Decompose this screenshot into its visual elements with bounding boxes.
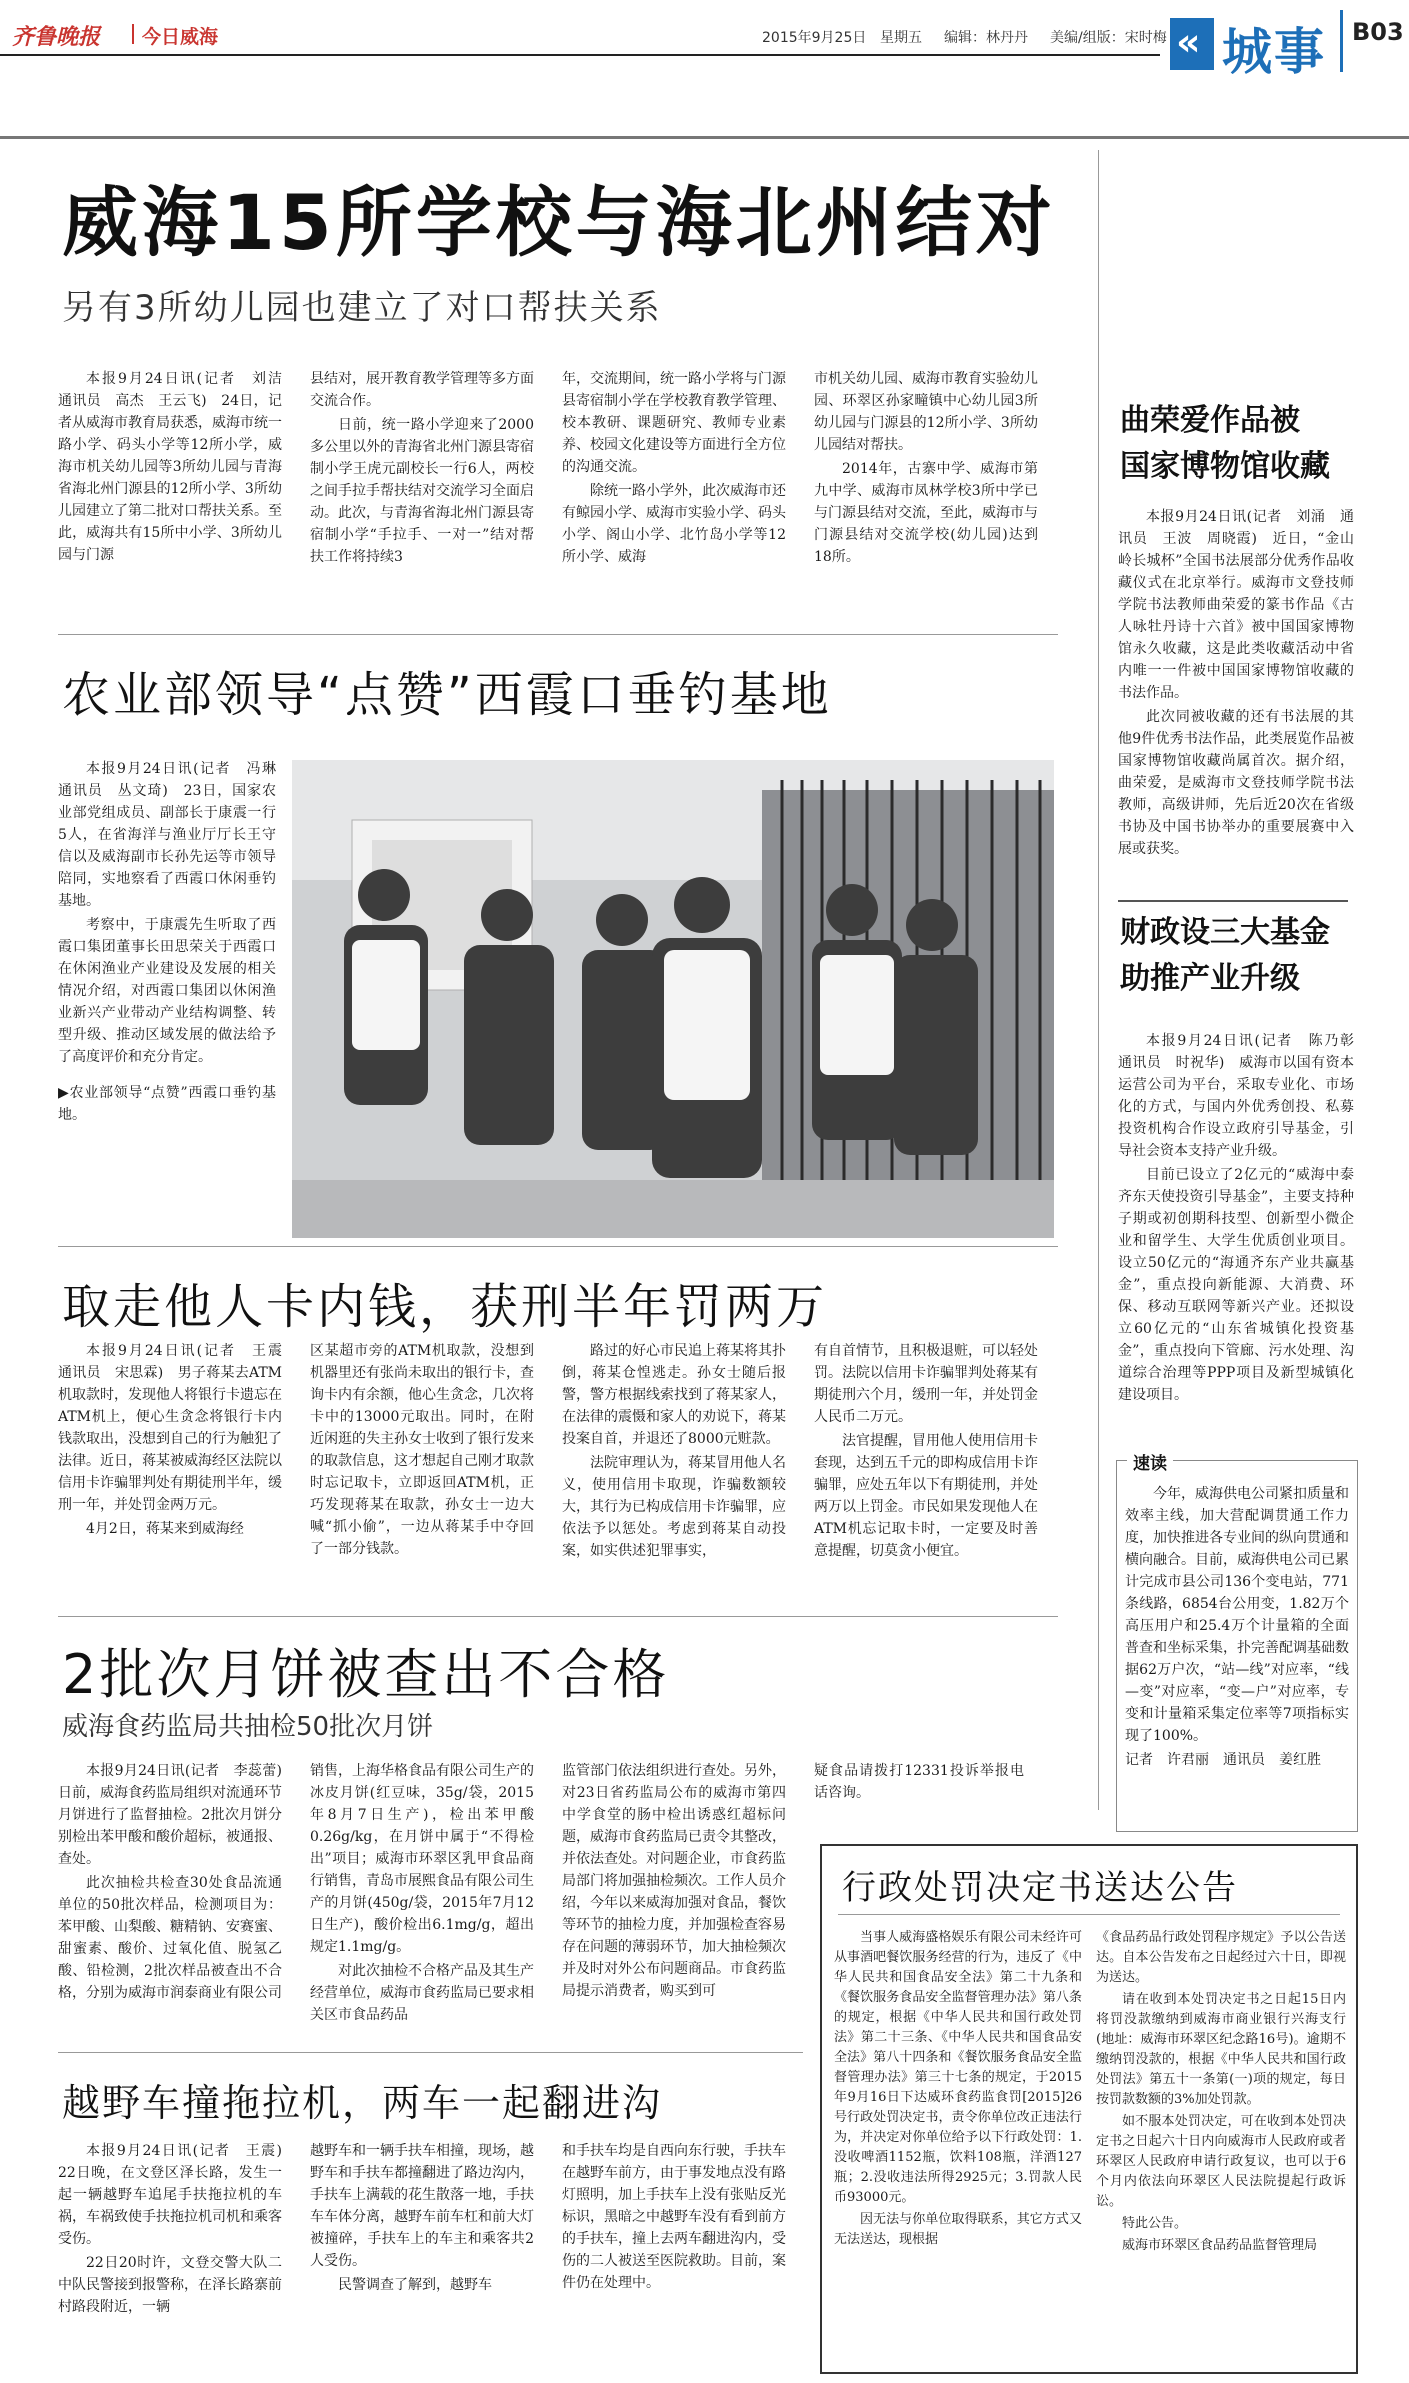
paragraph: 请在收到本处罚决定书之日起15日内将罚没款缴纳到威海市商业银行兴海支行(地址：威海市环翠区纪念路16号)。逾期不缴纳罚没款的，根据《中华人民共和国行政处罚法》第五十一条第(一)项的规定，每日按罚款数额的3%加处罚款。 [1096,1992,1346,2107]
paragraph: 本报9月24日讯(记者 刘涌 通讯员 王波 周晓霞) 近日，“金山岭长城杯”全国书法展部分优秀作品收藏仪式在北京举行。威海市文登技师学院书法教师曲荣爱的篆书作品《古人咏牡丹诗十六首》被中国国家博物馆永久收藏，这是此类收藏活动中省内唯一一件被中国国家博物馆收藏的书法作品。 [1118,509,1354,701]
paragraph: 和手扶车均是自西向东行驶，手扶车在越野车前方，由于事发地点没有路灯照明，加上手扶车上没有张贴反光标识，黑暗之中越野车没有看到前方的手扶车，撞上去两车翻进沟内，受伤的二人被送至医院救助。目前，案件仍在处理中。 [562,2143,786,2291]
paragraph: 因无法与你单位取得联系，其它方式又无法送达，现根据 [834,2212,1082,2247]
article4-subhead: 威海食药监局共抽检50批次月饼 [62,1712,434,1742]
article1-col3 [562,368,786,570]
section-arrow-icon: « [1170,18,1214,70]
logo-separator [132,24,134,44]
masthead [0,0,1409,140]
article5-headline: 越野车撞拖拉机，两车一起翻进沟 [62,2081,663,2125]
article1-col1 [58,368,296,568]
section-name: 城事 [1222,23,1326,81]
right1-title [1120,398,1330,490]
notice-col1 [834,1928,1082,2252]
issue-weekday: 星期五 [880,30,922,46]
article4-col2 [310,1760,534,2028]
header-bottom-rule [0,136,1409,139]
article5-col2 [310,2140,534,2298]
article5-col3 [562,2140,786,2296]
masthead-rule [0,54,1160,56]
brief-byline: 记者 许君丽 通讯员 姜红胜 [1125,1752,1321,1768]
right1-title-line: 曲荣爱作品被 [1120,403,1300,438]
paragraph: 市机关幼儿园、威海市教育实验幼儿园、环翠区孙家疃镇中心幼儿园3所幼儿园与门源县的12所小学、3所幼儿园结对帮扶。 [814,371,1038,453]
article3-col2 [310,1340,534,1562]
divider [58,634,1058,635]
paragraph: 法院审理认为，蒋某冒用他人名义，使用信用卡取现，诈骗数额较大，其行为已构成信用卡诈骗罪，应依法予以惩处。考虑到蒋某自动投案，如实供述犯罪事实， [562,1455,786,1559]
photo-caption: ▶农业部领导“点赞”西霞口垂钓基地。 [58,1085,276,1123]
paragraph: 本报9月24日讯(记者 刘洁 通讯员 高杰 王云飞) 24日，记者从威海市教育局获悉，威海市统一路小学、码头小学等12所小学，威海市机关幼儿园等3所幼儿园与青海省海北州门源县的12所小学、3所幼儿园建立了第二批对口帮扶关系。至此，威海共有15所中小学、3所幼儿园与门源 [58,371,296,563]
brief-box [1116,1454,1358,1832]
section-divider [1340,10,1343,72]
article4-col3 [562,1760,786,2004]
right-rule [1118,900,1348,902]
article5-col1 [58,2140,296,2320]
paragraph: 有自首情节，且积极退赃，可以轻处罚。法院以信用卡诈骗罪判处蒋某有期徒刑六个月，缓刑一年，并处罚金人民币二万元。 [814,1343,1038,1425]
news-photo [292,760,1054,1238]
notice-signature: 威海市环翠区食品药品监督管理局 [1122,2238,1318,2253]
paragraph: 除统一路小学外，此次威海市还有鲸园小学、威海市实验小学、码头小学、阁山小学、北竹岛小学等12所小学、威海 [562,483,786,565]
paragraph: 当事人威海盛格娱乐有限公司未经许可从事酒吧餐饮服务经营的行为，违反了《中华人民共和国食品安全法》第二十九条和《餐饮服务食品安全监督管理办法》第八条的规定，根据《中华人民共和国行政处罚法》第二十三条、《中华人民共和国食品安全法》第八十四条和《餐饮服务食品安全监督管理办法》第三十七条的规定，于2015年9月16日下达威环食药监食罚[2015]26号行政处罚决定书，责令你单位改正违法行为，并决定对你单位给予以下行政处罚：1.没收啤酒1152瓶，饮料108瓶，洋酒127瓶；2.没收违法所得2925元；3.罚款人民币93000元。 [834,1930,1082,2205]
paragraph: 疑食品请拨打12331投诉举报电话咨询。 [814,1763,1024,1801]
paragraph: 区某超市旁的ATM机取款，没想到机器里还有张尚未取出的银行卡，查询卡内有余额，他心生贪念，几次将卡中的13000元取出。同时，在附近闲逛的失主孙女士收到了银行发来的取款信息，这才想起自己刚才取款时忘记取卡，立即返回ATM机，正巧发现蒋某在取款，孙女士一边大喊“抓小偷”，一边从蒋某手中夺回了一部分钱款。 [310,1343,534,1557]
paragraph: 本报9月24日讯(记者 王震) 22日晚，在文登区泽长路，发生一起一辆越野车追尾手扶拖拉机的车祸，车祸致使手扶拖拉机司机和乘客受伤。 [58,2143,296,2247]
paragraph: 路过的好心市民追上蒋某将其扑倒，蒋某仓惶逃走。孙女士随后报警，警方根据线索找到了蒋某家人，在法律的震慑和家人的劝说下，蒋某投案自首，并退还了8000元赃款。 [562,1343,786,1447]
paragraph: 年，交流期间，统一路小学将与门源县寄宿制小学在学校教育教学管理、校本教研、课题研究、教师专业素养、校园文化建设等方面进行全方位的沟通交流。 [562,371,786,475]
paragraph: 日前，统一路小学迎来了2000多公里以外的青海省北州门源县寄宿制小学王虎元副校长一行6人，两校之间手拉手帮扶结对交流学习全面启动。此次，与青海省海北州门源县寄宿制小学“手拉手、一对一”结对帮扶工作将持续3 [310,417,534,565]
notice-title: 行政处罚决定书送达公告 [842,1868,1238,1908]
brief-label: 速读 [1127,1449,1173,1474]
right1-text [1118,506,1354,862]
public-notice-box [820,1844,1358,2374]
issue-date: 2015年9月25日 [762,30,867,46]
paragraph: 县结对，展开教育教学管理等多方面交流合作。 [310,371,534,409]
paragraph: 特此公告。 [1122,2216,1188,2231]
right2-title-line: 助推产业升级 [1120,961,1300,996]
editor-credit: 编辑：林丹丹 [944,30,1028,46]
paragraph: 考察中，于康震先生听取了西霞口集团董事长田思荣关于西霞口在休闲渔业产业建设及发展的相关情况介绍，对西霞口集团以休闲渔业新兴产业带动产业结构调整、转型升级、推动区域发展的做法给予了高度评价和充分肯定。 [58,917,276,1065]
article1-subhead: 另有3所幼儿园也建立了对口帮扶关系 [62,288,662,328]
article1-col2 [310,368,534,570]
divider [58,1246,1058,1247]
right2-title [1120,910,1330,1002]
edition-name: 今日威海 [142,26,219,48]
design-credit: 美编/组版：宋时梅 [1050,30,1167,46]
paragraph: 本报9月24日讯(记者 陈乃彰 通讯员 时祝华) 威海市以国有资本运营公司为平台，采取专业化、市场化的方式，与国内外优秀创投、私募投资机构合作设立政府引导基金，引导社会资本支持产业升级。 [1118,1033,1368,1159]
article1-headline: 威海15所学校与海北州结对 [62,178,1056,267]
paragraph: 本报9月24日讯(记者 李蕊蕾) 日前，威海食药监局组织对流通环节月饼进行了监督抽检。2批次月饼分别检出苯甲酸和酸价超标，被通报、查处。 [58,1763,296,1867]
paragraph: 对此次抽检不合格产品及其生产经营单位，威海市食药监局已要求相关区市食品药品 [310,1963,534,2023]
paragraph: 监管部门依法组织进行查处。另外，对23日省药监局公布的威海市第四中学食堂的肠中检出诱惑红超标问题，威海市食药监局已责令其整改，并依法查处。对问题企业，市食药监局部门将加强抽检频次。工作人员介绍，今年以来威海加强对食品，餐饮等环节的抽检力度，并加强检查容易存在问题的薄弱环节，加大抽检频次并及时对外公布问题商品。市食药监局提示消费者，购买到可 [562,1763,786,1999]
article3-col3 [562,1340,786,1564]
right1-title-line: 国家博物馆收藏 [1120,449,1330,484]
paragraph: 民警调查了解到，越野车 [338,2277,492,2293]
notice-title-rule [838,1914,1340,1915]
article3-headline: 取走他人卡内钱，获刑半年罚两万 [62,1279,828,1335]
paragraph: 如不服本处罚决定，可在收到本处罚决定书之日起六十日内向威海市人民政府或者环翠区人民政府申请行政复议，也可以于6个月内依法向环翠区人民法院提起行政诉讼。 [1096,2114,1346,2209]
paragraph: 法官提醒，冒用他人使用信用卡套现，达到五千元的即构成信用卡诈骗罪，应处五年以下有期徒刑，并处两万以上罚金。市民如果发现他人在ATM机忘记取卡时，一定要及时善意提醒，切莫贪小便宜。 [814,1433,1038,1559]
paragraph: 越野车和一辆手扶车相撞，现场，越野车和手扶车都撞翻进了路边沟内，手扶车上满载的花生散落一地，手扶车车体分离，越野车前车杠和前大灯被撞碎，手扶车上的车主和乘客共2人受伤。 [310,2143,534,2269]
paragraph: 今年，威海供电公司紧扣质量和效率主线，加大营配调贯通工作力度，加快推进各专业间的纵向贯通和横向融合。目前，威海供电公司已累计完成市县公司136个变电站，771条线路，6854台公用变，1.82万个高压用户和25.4万个计量箱的全面普查和坐标采集，扑完善配调基础数据62万户次，“站—线”对应率，“线—变”对应率，“变—户”对应率，专变和计量箱采集定位率等7项指标实现了100%。 [1125,1486,1349,1744]
photo-illustration [292,760,1054,1238]
article4-col4 [814,1760,1024,1806]
article3-col1 [58,1340,296,1542]
brief-text [1125,1483,1349,1773]
paragraph: 本报9月24日讯(记者 冯琳 通讯员 丛文琦) 23日，国家农业部党组成员、副部长于康震一行5人，在省海洋与渔业厅厅长王守信以及威海副市长孙先运等市领导陪同，实地察看了西霞口休闲垂钓基地。 [58,761,290,909]
right2-title-line: 财政设三大基金 [1120,915,1330,950]
article1-col4 [814,368,1038,570]
paragraph: 销售，上海华格食品有限公司生产的冰皮月饼(红豆味，35g/袋，2015年8月7日生产)，检出苯甲酸0.26g/kg，在月饼中属于“不得检出”项目；威海市环翠区乳甲食品商行销售，青岛市展熙食品有限公司生产的月饼(450g/袋，2015年7月12日生产)，酸价检出6.1mg/g，超出规定1.1mg/g。 [310,1763,534,1955]
right2-text [1118,1030,1368,1408]
article4-col1 [58,1760,296,2006]
page-number: B03 [1352,18,1404,46]
article4-headline: 2批次月饼被查出不合格 [62,1643,670,1706]
paragraph: 《食品药品行政处罚程序规定》予以公告送达。自本公告发布之日起经过六十日，即视为送达。 [1096,1930,1346,1985]
notice-col2 [1096,1928,1346,2258]
column-divider [1098,150,1099,1810]
article2-text [58,758,290,1128]
paragraph: 22日20时许，文登交警大队二中队民警接到报警称，在泽长路寨前村路段附近，一辆 [58,2255,282,2315]
divider [58,2052,803,2053]
article3-col4 [814,1340,1038,1564]
article2-headline: 农业部领导“点赞”西霞口垂钓基地 [62,667,832,723]
paragraph: 本报9月24日讯(记者 王震 通讯员 宋思霖) 男子蒋某去ATM机取款时，发现他人将银行卡遗忘在ATM机上，便心生贪念将银行卡内钱款取出，没想到自己的行为触犯了法律。近日，蒋某被威海经区法院以信用卡诈骗罪判处有期徒刑半年，缓刑一年，并处罚金两万元。 [58,1343,296,1513]
paragraph: 4月2日，蒋某来到威海经 [86,1521,244,1537]
newspaper-logo: 齐鲁晚报 [12,24,101,50]
paragraph: 目前已设立了2亿元的“威海中泰齐东天使投资引导基金”，主要支持种子期或初创期科技型、创新型小微企业和留学生、大学生优质创业项目。设立50亿元的“海通齐东产业共赢基金”，重点投向新能源、大消费、环保、移动互联网等新兴产业。还拟设立60亿元的“山东省城镇化投资基金”，重点投向下管廊、污水处理、沟道综合治理等PPP项目及新型城镇化建设项目。 [1118,1167,1354,1403]
divider [58,1616,1058,1617]
paragraph: 此次同被收藏的还有书法展的其他9件优秀书法作品，此类展览作品被国家博物馆收藏尚属首次。据介绍，曲荣爱，是威海市文登技师学院书法教师，高级讲师，先后近20次在省级书协及中国书协举办的重要展赛中入展或获奖。 [1118,709,1354,857]
paragraph: 2014年，古寨中学、威海市第九中学、威海市凤林学校3所中学已与门源县结对交流，至此，威海市与门源县结对交流学校(幼儿园)达到18所。 [814,461,1038,565]
paragraph: 此次抽检共检查30处食品流通单位的50批次样品，检测项目为：苯甲酸、山梨酸、糖精钠、安赛蜜、甜蜜素、酸价、过氧化值、脱氢乙酸、铅检测，2批次样品被查出不合格，分别为威海市润泰商业有限公司 [58,1875,282,2001]
